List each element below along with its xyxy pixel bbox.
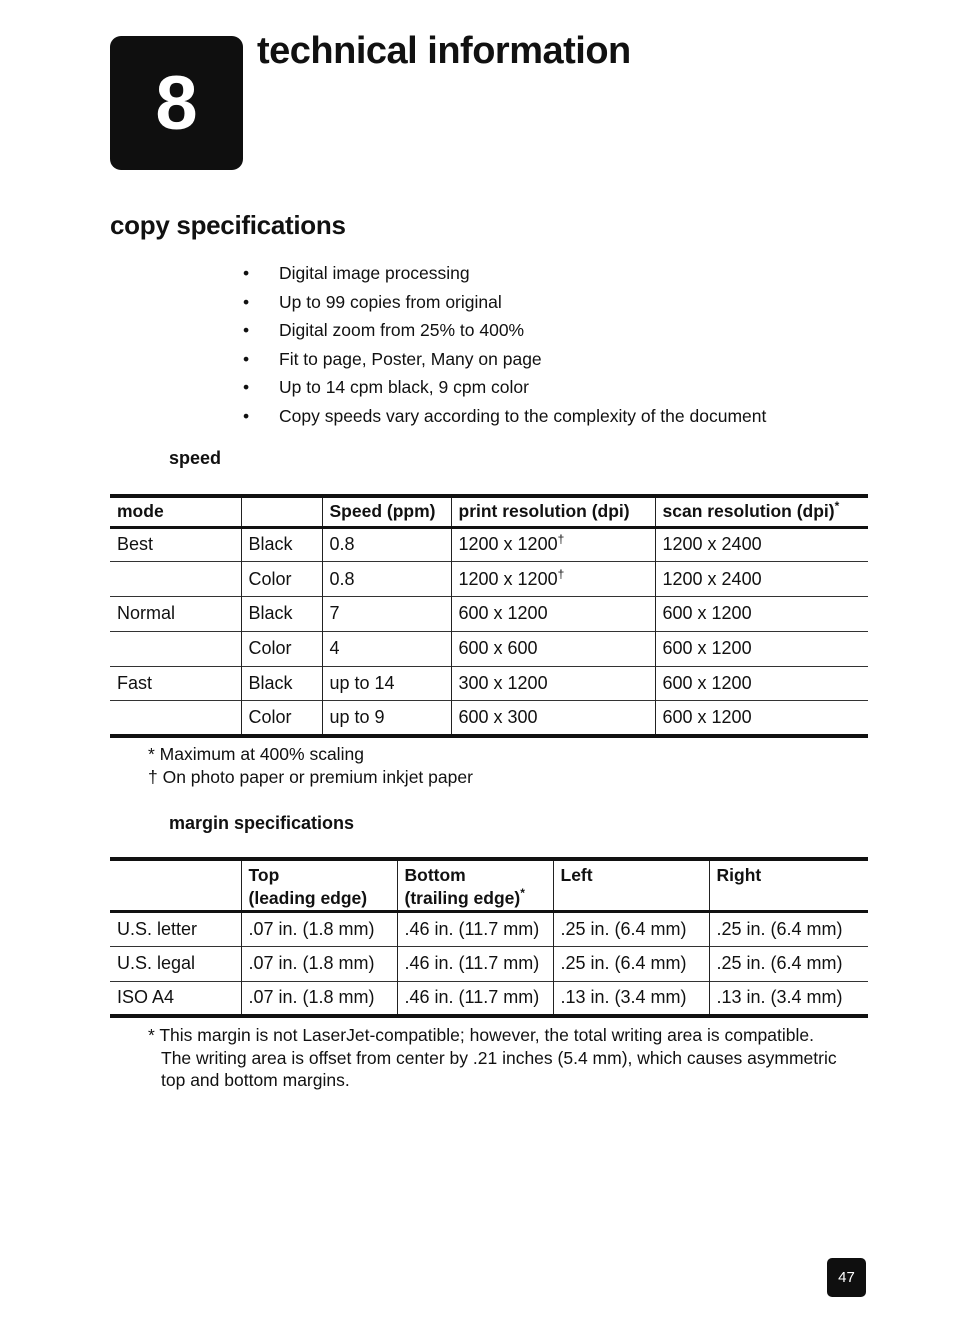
table-header-row	[110, 859, 868, 912]
list-item: • Digital image processing	[243, 259, 766, 288]
table-cell: .25 in. (6.4 mm)	[709, 946, 868, 981]
table-cell: .25 in. (6.4 mm)	[709, 912, 868, 947]
table-cell: Black	[241, 597, 322, 632]
footnote: * Maximum at 400% scaling	[148, 744, 364, 764]
table-row	[110, 912, 868, 947]
table-cell: 0.8	[322, 527, 451, 562]
table-cell: up to 9	[322, 701, 451, 736]
chapter-number-badge	[110, 36, 243, 170]
column-header: scan resolution (dpi)*	[655, 496, 868, 527]
list-item: • Copy speeds vary according to the complexity of the document	[243, 402, 766, 431]
column-header: Bottom (trailing edge)*	[397, 859, 553, 912]
feature-list	[243, 259, 766, 430]
table-cell: 600 x 1200	[655, 631, 868, 666]
table-cell: up to 14	[322, 666, 451, 701]
table-cell: 1200 x 1200†	[451, 562, 655, 597]
column-header: Left	[553, 859, 709, 912]
list-item: • Fit to page, Poster, Many on page	[243, 345, 766, 374]
table-row	[110, 631, 868, 666]
speed-footnotes	[148, 743, 473, 788]
page-number: 47	[838, 1269, 855, 1286]
table-cell: 1200 x 2400	[655, 562, 868, 597]
table-row	[110, 597, 868, 632]
table-cell: .46 in. (11.7 mm)	[397, 912, 553, 947]
table-cell: Black	[241, 666, 322, 701]
table-cell: .25 in. (6.4 mm)	[553, 946, 709, 981]
table-cell: .07 in. (1.8 mm)	[241, 946, 397, 981]
table-cell: 600 x 1200	[451, 597, 655, 632]
table-cell: U.S. legal	[117, 953, 196, 974]
table-cell: 1200 x 1200†	[451, 527, 655, 562]
table-cell: .25 in. (6.4 mm)	[553, 912, 709, 947]
list-item: • Up to 99 copies from original	[243, 288, 766, 317]
table-cell: 600 x 600	[451, 631, 655, 666]
list-item: • Up to 14 cpm black, 9 cpm color	[243, 373, 766, 402]
table-cell: .46 in. (11.7 mm)	[397, 981, 553, 1016]
table-cell: Normal	[117, 603, 176, 624]
bullet-icon: •	[243, 320, 250, 340]
table-cell	[110, 562, 241, 597]
table-cell: 600 x 1200	[655, 701, 868, 736]
bullet-icon: •	[243, 405, 250, 426]
table-cell: 300 x 1200	[451, 666, 655, 701]
column-header	[110, 859, 241, 912]
bullet-icon: •	[243, 263, 250, 283]
table-cell: .13 in. (3.4 mm)	[709, 981, 868, 1016]
table-cell: 1200 x 2400	[655, 527, 868, 562]
list-item: • Digital zoom from 25% to 400%	[243, 316, 766, 345]
section-title: copy specifications	[110, 210, 346, 240]
margin-table	[110, 857, 868, 1018]
bullet-icon: •	[243, 291, 250, 312]
table-cell: .07 in. (1.8 mm)	[241, 912, 397, 947]
chapter-number: 8	[155, 60, 198, 146]
column-header: print resolution (dpi)	[451, 496, 655, 527]
table-cell: 0.8	[322, 562, 451, 597]
table-row	[110, 701, 868, 736]
table-cell: Color	[241, 701, 322, 736]
table-cell: U.S. letter	[117, 918, 198, 939]
table-cell: Black	[241, 527, 322, 562]
table-cell: 600 x 1200	[655, 666, 868, 701]
chapter-title: technical information	[257, 30, 631, 72]
bullet-icon: •	[243, 377, 250, 397]
table-cell: 600 x 300	[451, 701, 655, 736]
table-cell: .07 in. (1.8 mm)	[241, 981, 397, 1016]
table-cell: ISO A4	[117, 987, 175, 1008]
table-cell: .13 in. (3.4 mm)	[553, 981, 709, 1016]
column-header	[241, 496, 322, 527]
table-cell: Fast	[117, 673, 153, 694]
table-row	[110, 666, 868, 701]
speed-table	[110, 494, 868, 738]
table-row	[110, 527, 868, 562]
column-header: Speed (ppm)	[322, 496, 451, 527]
table-cell: 4	[322, 631, 451, 666]
bullet-icon: •	[243, 348, 250, 369]
table-cell: Color	[241, 631, 322, 666]
table-cell: 600 x 1200	[655, 597, 868, 632]
page-number-badge	[827, 1258, 866, 1297]
table-cell	[110, 701, 241, 736]
table-cell: Color	[241, 562, 322, 597]
column-header: Right	[709, 859, 868, 912]
footnote-line: * This margin is not LaserJet-compatible; however, the total writing area is compatible.	[148, 1025, 814, 1045]
footnote-line: top and bottom margins.	[161, 1070, 350, 1090]
column-header: mode	[117, 501, 164, 522]
footnote: † On photo paper or premium inkjet paper	[148, 766, 473, 787]
table-cell	[110, 631, 241, 666]
column-header: Top (leading edge)	[241, 859, 397, 912]
table-row	[110, 981, 868, 1016]
margin-footnote	[148, 1024, 837, 1092]
table-cell: Best	[117, 534, 154, 555]
table-header-row	[110, 496, 868, 527]
table-cell: .46 in. (11.7 mm)	[397, 946, 553, 981]
footnote-line: The writing area is offset from center by .21 inches (5.4 mm), which causes asymmetric	[161, 1047, 837, 1068]
speed-heading: speed	[169, 448, 222, 468]
table-cell: 7	[322, 597, 451, 632]
margin-heading: margin specifications	[169, 813, 355, 833]
table-row	[110, 562, 868, 597]
table-row	[110, 946, 868, 981]
